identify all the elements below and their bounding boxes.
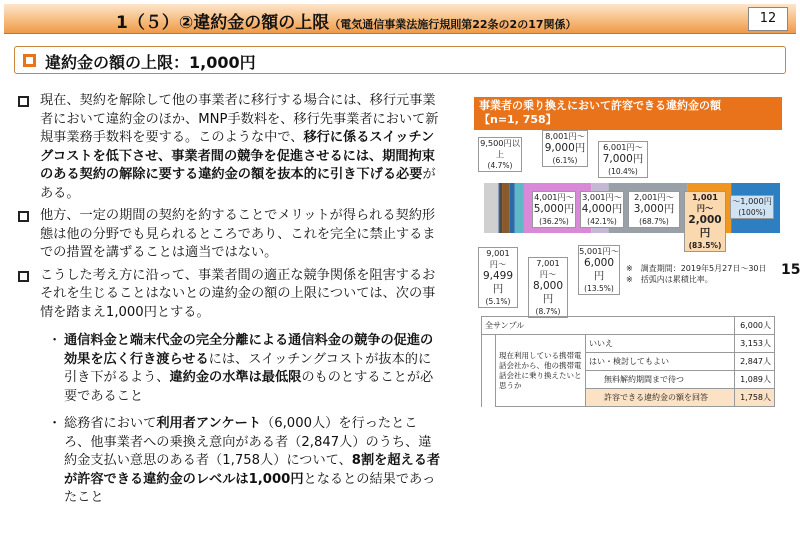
answer-no-label: いいえ <box>586 335 735 353</box>
indent-cell <box>482 335 496 407</box>
data-label-line: 3,001円〜 <box>582 192 622 202</box>
text: には、スイッチングコストが抜本的に引き下がるよう、 <box>64 351 432 385</box>
data-label-line: (8.7%) <box>535 307 561 316</box>
headline-box <box>14 46 786 74</box>
data-label-line: (13.5%) <box>584 284 614 293</box>
answer-wait-value: 1,089人 <box>735 371 775 389</box>
answer-no-value: 3,153人 <box>735 335 775 353</box>
data-label <box>532 191 576 228</box>
data-label-line: (4.7%) <box>487 161 513 170</box>
chart-n-text: 【n=1, 758】 <box>479 113 557 126</box>
data-label <box>684 191 726 252</box>
headline-text: 違約金の額の上限：1,000円 <box>45 53 256 72</box>
data-label-line: 1,001円〜 <box>692 192 718 213</box>
bar-segment <box>502 183 510 233</box>
sub-bullet-item <box>12 415 442 508</box>
text: がある。 <box>40 167 436 201</box>
bullet-item <box>12 207 442 263</box>
text: （6,000人）を行ったところ、他事業者への乗換え意向がある者（2,847人）のうち、違約金支払い意思のある者（1,758人）について、 <box>64 416 432 468</box>
dot-bullet-icon: ・ <box>48 333 62 348</box>
title-text: 1（５）②違約金の額の上限 <box>116 13 330 33</box>
data-label-line: 7,000円 <box>602 153 644 165</box>
bold-text: 違約金の水準は最低限 <box>169 370 302 385</box>
text: 他方、一定の期間の契約を約することでメリットが得られる契約形態は他の分野でも見られるところであり、これを完全に禁止するまでの措置を講ずることは適当ではない。 <box>40 208 436 260</box>
data-label-line: 2,000円 <box>688 214 722 239</box>
title-bar <box>4 4 796 34</box>
data-label-line: 9,500円以上 <box>480 138 520 159</box>
text: 現在、契約を解除して他の事業者に移行する場合には、移行元事業者において違約金のほか、MNP手数料を、移行先事業者において新規事業務手数料を要する。このような中で、 <box>40 93 439 145</box>
title-subtitle: （電気通信事業法施行規則第22条の2の17関係） <box>329 18 577 31</box>
data-label-line: 6,001円〜 <box>603 142 643 152</box>
data-label-line: 9,000円 <box>544 142 586 154</box>
data-label <box>730 195 774 219</box>
data-label <box>628 191 680 228</box>
data-label-line: 9,001円〜 <box>486 248 510 269</box>
page-number: 12 <box>748 7 788 31</box>
bold-text: 利用者アンケート <box>156 416 262 431</box>
answer-fee-label: 許容できる違約金の額を回答 <box>586 389 735 407</box>
data-label-line: 5,000円 <box>533 203 575 215</box>
data-label-line: (36.2%) <box>539 217 569 226</box>
data-label-line: 6,000円 <box>583 257 615 282</box>
answer-yes-label: はい・検討してもよい <box>586 353 735 371</box>
survey-table <box>481 316 775 407</box>
data-label-line: (100%) <box>738 208 766 217</box>
table-row <box>482 335 775 353</box>
total-value: 6,000人 <box>735 317 775 335</box>
data-label-line: 3,000円 <box>633 203 675 215</box>
side-page-number: 15 <box>781 262 800 278</box>
data-label-line: 8,001円〜 <box>545 131 585 141</box>
data-label-line: (42.1%) <box>587 217 617 226</box>
answer-yes-value: 2,847人 <box>735 353 775 371</box>
chart-note-period: ※ 調査期間：2019年5月27日〜30日 <box>626 264 767 273</box>
bar-segment <box>484 183 498 233</box>
data-label-line: (10.4%) <box>608 167 638 176</box>
bar-segment <box>510 183 515 233</box>
data-label-line: 8,000円 <box>532 280 564 305</box>
bar-segment <box>499 183 502 233</box>
text: となるとの結果であったこと <box>64 471 436 505</box>
table-row <box>482 317 775 335</box>
data-label-line: 〜1,000円 <box>732 196 772 206</box>
dot-bullet-icon: ・ <box>48 416 62 431</box>
data-label-line: (5.1%) <box>485 297 511 306</box>
square-bullet-icon <box>18 96 29 107</box>
total-label: 全サンプル <box>482 317 735 335</box>
data-label <box>542 130 588 167</box>
data-label <box>528 257 568 318</box>
sub-bullet-item <box>12 332 442 406</box>
data-label-line: 2,001円〜 <box>634 192 674 202</box>
chart-title-text: 事業者の乗り換えにおいて許容できる違約金の額 <box>479 99 721 112</box>
page-title <box>116 8 577 33</box>
bullet-item <box>12 267 442 323</box>
bold-text: 8割を超える者が許容できる違約金のレベルは1,000円 <box>64 453 441 487</box>
bar-segment <box>515 183 524 233</box>
data-label <box>598 141 648 178</box>
answer-wait-label: 無料解約期間まで待つ <box>586 371 735 389</box>
data-label <box>578 245 620 295</box>
square-bullet-icon <box>18 211 29 222</box>
square-bullet-icon <box>18 271 29 282</box>
text: こうした考え方に沿って、事業者間の適正な競争関係を阻害するおそれを生じることはないとの違約金の額の上限については、次の事情を踏まえ1,000円とする。 <box>40 267 436 320</box>
bar-segment <box>498 183 499 233</box>
data-label-line: 4,000円 <box>581 203 623 215</box>
data-label-line: 7,001円〜 <box>536 258 560 279</box>
square-bullet-icon <box>23 54 36 67</box>
chart-note-cumulative: ※ 括弧内は累積比率。 <box>626 275 713 284</box>
data-label-line: 4,001円〜 <box>534 192 574 202</box>
bullet-list <box>12 92 442 517</box>
data-label-line: (6.1%) <box>552 156 578 165</box>
text: 総務省において <box>64 416 157 431</box>
data-label-line: 5,001円〜 <box>579 246 619 256</box>
data-label <box>478 137 522 172</box>
data-label <box>580 191 624 228</box>
chart-notes <box>626 263 767 285</box>
bold-text: 移行に係るスイッチングコストを低下させ、事業者間の競争を促進させるには、期間拘束のある契約の解除に要する違約金の額を抜本的に引き下げる必要 <box>40 130 435 182</box>
question-cell: 現在利用している携帯電話会社から、他の携帯電話会社に乗り換えたいと思うか <box>496 335 586 407</box>
bullet-item <box>12 92 442 203</box>
data-label-line: 9,499円 <box>482 270 514 295</box>
data-label <box>478 247 518 308</box>
answer-fee-value: 1,758人 <box>735 389 775 407</box>
bold-text: 通信料金と端末代金の完全分離による通信料金の競争の促進の効果を広く行き渡らせる <box>64 333 434 367</box>
text: のものとすることが必要であること <box>64 370 434 404</box>
data-label-line: (68.7%) <box>639 217 669 226</box>
data-label-line: (83.5%) <box>688 241 722 250</box>
